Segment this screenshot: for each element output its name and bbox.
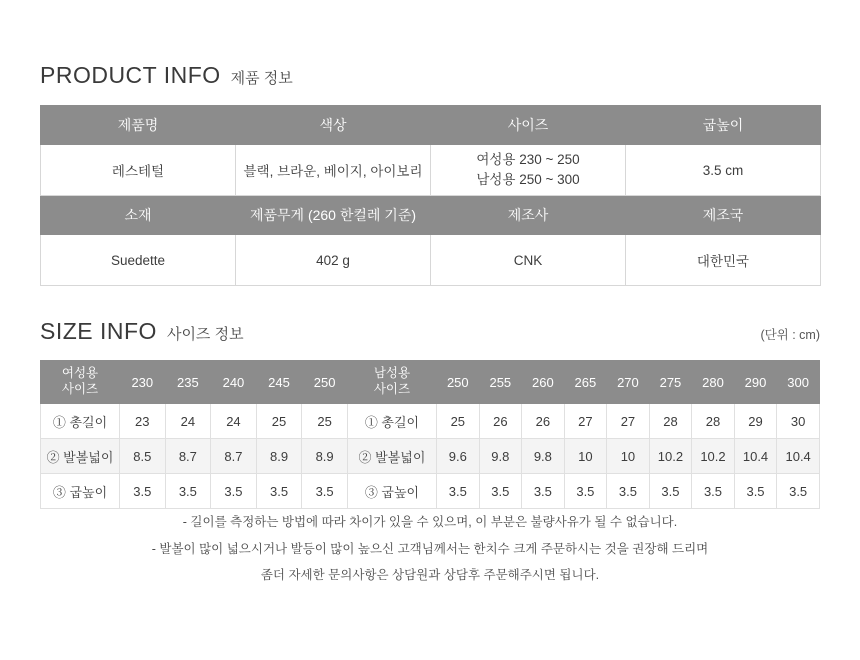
women-heel-245: 3.5	[256, 474, 302, 509]
product-value-material: Suedette	[41, 235, 236, 286]
women-size-235: 235	[165, 361, 211, 404]
men-size-270: 270	[607, 361, 650, 404]
men-heel-255: 3.5	[479, 474, 522, 509]
product-value-size-men: 남성용 250 ~ 300	[476, 172, 580, 187]
product-header-weight: 제품무게 (260 한컬레 기준)	[236, 196, 431, 235]
product-header-manufacturer: 제조사	[431, 196, 626, 235]
women-size-label-line1: 여성용	[61, 366, 99, 381]
men-length-280: 28	[692, 404, 735, 439]
size-info-title-en: SIZE INFO	[40, 318, 157, 344]
women-length-235: 24	[165, 404, 211, 439]
men-size-260: 260	[522, 361, 565, 404]
men-heel-280: 3.5	[692, 474, 735, 509]
women-size-label	[41, 361, 120, 404]
men-size-290: 290	[734, 361, 777, 404]
women-size-label-line2: 사이즈	[61, 382, 99, 396]
table-row	[41, 439, 820, 474]
men-heel-250: 3.5	[437, 474, 480, 509]
size-unit-note: (단위 : cm)	[760, 328, 820, 342]
women-width-230: 8.5	[120, 439, 166, 474]
table-row	[41, 474, 820, 509]
women-width-235: 8.7	[165, 439, 211, 474]
women-length-230: 23	[120, 404, 166, 439]
men-width-260: 9.8	[522, 439, 565, 474]
women-size-240: 240	[211, 361, 257, 404]
table-row	[41, 196, 821, 235]
size-info-title-ko: 사이즈 정보	[166, 326, 244, 343]
product-header-heel: 굽높이	[626, 106, 821, 145]
men-width-275: 10.2	[649, 439, 692, 474]
men-heel-270: 3.5	[607, 474, 650, 509]
product-value-origin: 대한민국	[626, 235, 821, 286]
product-header-color: 색상	[236, 106, 431, 145]
product-value-size	[431, 145, 626, 196]
men-length-270: 27	[607, 404, 650, 439]
women-size-245: 245	[256, 361, 302, 404]
men-width-280: 10.2	[692, 439, 735, 474]
table-row	[41, 235, 821, 286]
men-row-label-length: ① 총길이	[347, 404, 436, 439]
men-length-260: 26	[522, 404, 565, 439]
men-length-275: 28	[649, 404, 692, 439]
women-heel-235: 3.5	[165, 474, 211, 509]
product-value-weight: 402 g	[236, 235, 431, 286]
product-info-table	[40, 105, 821, 286]
note-line-2: - 발볼이 많이 넓으시거나 발등이 많이 높으신 고객님께서는 한치수 크게 주문하시는 것을 권장해 드리며	[151, 541, 709, 556]
size-info-section	[40, 318, 820, 509]
men-length-300: 30	[777, 404, 820, 439]
note-line-3: 좀더 자세한 문의사항은 상담원과 상담후 주문해주시면 됩니다.	[260, 568, 600, 582]
men-length-250: 25	[437, 404, 480, 439]
men-size-250: 250	[437, 361, 480, 404]
men-heel-290: 3.5	[734, 474, 777, 509]
product-value-manufacturer: CNK	[431, 235, 626, 286]
men-length-265: 27	[564, 404, 607, 439]
men-length-290: 29	[734, 404, 777, 439]
product-info-heading	[40, 62, 820, 89]
men-width-300: 10.4	[777, 439, 820, 474]
men-size-label-line2: 사이즈	[373, 382, 411, 396]
men-width-265: 10	[564, 439, 607, 474]
men-size-265: 265	[564, 361, 607, 404]
men-width-255: 9.8	[479, 439, 522, 474]
men-width-270: 10	[607, 439, 650, 474]
men-width-250: 9.6	[437, 439, 480, 474]
men-size-label	[347, 361, 436, 404]
table-row	[41, 145, 821, 196]
women-heel-240: 3.5	[211, 474, 257, 509]
women-size-230: 230	[120, 361, 166, 404]
men-heel-265: 3.5	[564, 474, 607, 509]
men-length-255: 26	[479, 404, 522, 439]
note-line-1: - 길이를 측정하는 방법에 따라 차이가 있을 수 있으며, 이 부분은 불량사유가 될 수 없습니다.	[182, 515, 678, 529]
women-length-245: 25	[256, 404, 302, 439]
product-value-heel: 3.5 cm	[626, 145, 821, 196]
men-row-label-width: ② 발볼넓이	[347, 439, 436, 474]
men-row-label-heel: ③ 굽높이	[347, 474, 436, 509]
women-heel-250: 3.5	[302, 474, 348, 509]
size-info-heading	[40, 318, 820, 345]
women-size-250: 250	[302, 361, 348, 404]
men-heel-275: 3.5	[649, 474, 692, 509]
product-info-title-en: PRODUCT INFO	[40, 62, 221, 88]
women-heel-230: 3.5	[120, 474, 166, 509]
women-row-label-width: ② 발볼넓이	[41, 439, 120, 474]
product-header-size: 사이즈	[431, 106, 626, 145]
men-width-290: 10.4	[734, 439, 777, 474]
product-info-title-ko: 제품 정보	[230, 70, 293, 87]
men-size-300: 300	[777, 361, 820, 404]
men-heel-260: 3.5	[522, 474, 565, 509]
product-value-color: 블랙, 브라운, 베이지, 아이보리	[236, 145, 431, 196]
size-info-table	[40, 360, 820, 509]
product-header-name: 제품명	[41, 106, 236, 145]
table-row	[41, 106, 821, 145]
product-header-material: 소재	[41, 196, 236, 235]
size-notes	[40, 514, 820, 594]
product-value-size-women: 여성용 230 ~ 250	[476, 152, 580, 168]
product-info-section	[40, 62, 820, 286]
men-size-255: 255	[479, 361, 522, 404]
product-header-origin: 제조국	[626, 196, 821, 235]
men-size-label-line1: 남성용	[373, 366, 411, 381]
women-width-240: 8.7	[211, 439, 257, 474]
women-width-250: 8.9	[302, 439, 348, 474]
product-value-name: 레스테털	[41, 145, 236, 196]
men-size-280: 280	[692, 361, 735, 404]
men-size-275: 275	[649, 361, 692, 404]
women-length-250: 25	[302, 404, 348, 439]
women-row-label-heel: ③ 굽높이	[41, 474, 120, 509]
men-heel-300: 3.5	[777, 474, 820, 509]
women-row-label-length: ① 총길이	[41, 404, 120, 439]
table-row	[41, 404, 820, 439]
size-header-row	[41, 361, 820, 404]
women-width-245: 8.9	[256, 439, 302, 474]
women-length-240: 24	[211, 404, 257, 439]
